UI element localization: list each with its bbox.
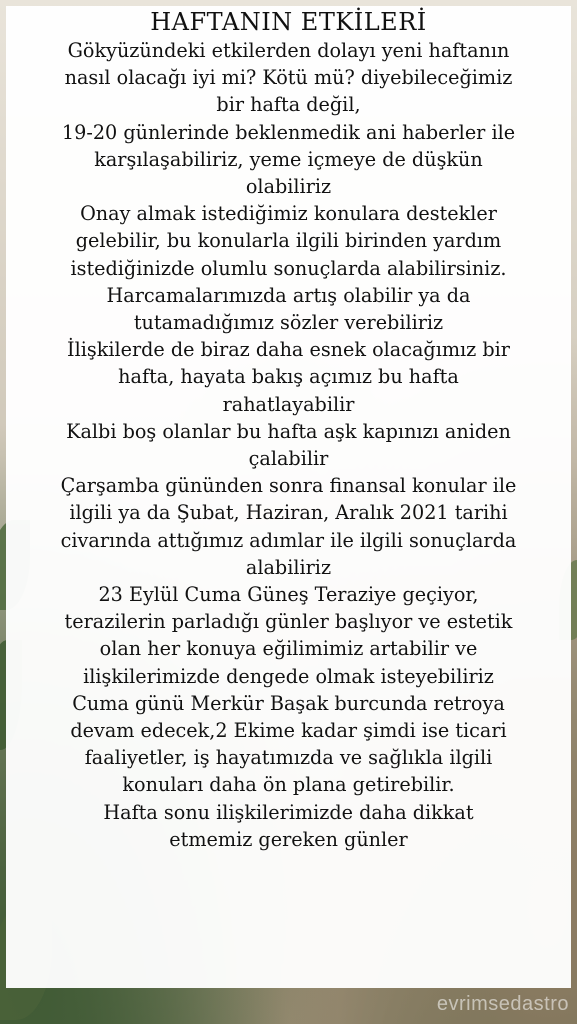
paragraph: 23 Eylül Cuma Güneş Teraziye geçiyor, terazilerin parladığı günler başlıyor ve estetik olan her konuya eğilimimiz artabilir ve ilişkilerimizde dengede olmak isteyebiliriz	[64, 583, 513, 688]
paragraph: Onay almak istediğimiz konulara destekler gelebilir, bu konularla ilgili birinden yardım istediğinizde olumlu sonuçlarda alabilirsiniz.	[70, 202, 507, 280]
watermark: evrimsedastro	[436, 993, 569, 1015]
post-title: HAFTANIN ETKİLERİ	[150, 8, 427, 36]
paragraph: 19-20 günlerinde beklenmedik ani haberler ile karşılaşabiliriz, yeme içmeye de düşkün olabiliriz	[61, 120, 516, 199]
paragraph: Kalbi boş olanlar bu hafta aşk kapınızı aniden çalabilir	[66, 419, 511, 471]
paragraph: Harcamalarımızda artış olabilir ya da tutamadığımız sözler verebiliriz	[106, 283, 471, 335]
paragraph: Çarşamba gününden sonra finansal konular ile ilgili ya da Şubat, Haziran, Aralık 2021 tarihi civarında attığımız adımlar ile ilgili sonuçlarda alabiliriz	[60, 474, 517, 579]
text-card	[6, 6, 571, 988]
paragraph: İlişkilerde de biraz daha esnek olacağımız bir hafta, hayata bakış açımız bu hafta rahatlayabilir	[67, 338, 510, 416]
paragraph: Hafta sonu ilişkilerimizde daha dikkat etmemiz gereken günler	[103, 800, 474, 851]
paragraph: Gökyüzündeki etkilerden dolayı yeni haftanın nasıl olacağı iyi mi? Kötü mü? diyebileceğimiz bir hafta değil,	[64, 39, 513, 117]
paragraph: Cuma günü Merkür Başak burcunda retroya devam edecek,2 Ekime kadar şimdi ise ticari faaliyetler, iş hayatımızda ve sağlıkla ilgili konuları daha ön plana getirebilir.	[70, 691, 507, 797]
